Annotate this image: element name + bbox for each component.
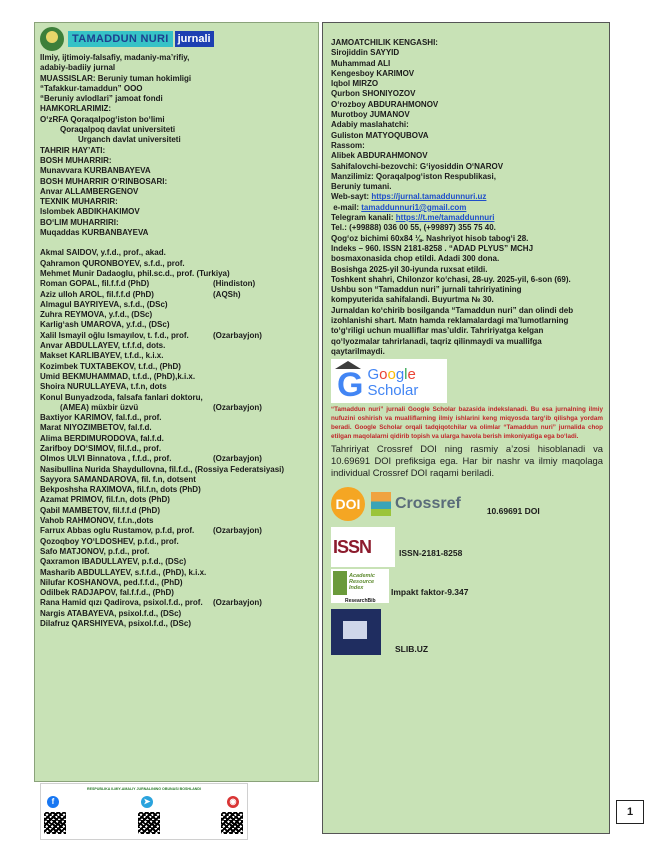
google-scholar-logo bbox=[331, 359, 603, 403]
board-member bbox=[40, 609, 314, 619]
gs-letter: o bbox=[387, 366, 396, 384]
board-member-name: Odilbek RADJAPOV, fal.f.f.d., (PhD) bbox=[40, 588, 174, 598]
staff-line: BOSH MUHARRIR: bbox=[40, 155, 112, 165]
print-line: Toshkent shahri, Chilonzor ko‘chasi, 28-uy. 2025-yil, 6-son (69). bbox=[331, 274, 571, 284]
partner-line: Qoraqalpoq davlat universiteti bbox=[60, 125, 176, 135]
council-line: Sirojiddin SAYYID bbox=[331, 48, 400, 58]
impact-factor: Impakt faktor-9.347 bbox=[391, 587, 469, 598]
board-member-country: (Ozarbayjon) bbox=[213, 402, 262, 412]
board-member-name: Alima BERDIMURODOVA, fal.f.d. bbox=[40, 433, 164, 443]
board-member-name: Qozoqboy YO‘LDOSHEV, p.f.d., prof. bbox=[40, 536, 179, 546]
board-member bbox=[40, 413, 314, 423]
board-member-name: Aziz ullоh AROL, fil.f.f.d (PhD) bbox=[40, 289, 154, 299]
slib-row bbox=[331, 609, 603, 655]
board-member bbox=[40, 547, 314, 557]
board-member-name: Baxtiyor KARIMOV, fal.f.d., prof. bbox=[40, 413, 162, 423]
print-line: Bosishga 2025-yil 30-iyunda ruxsat etildi. bbox=[331, 264, 488, 274]
scholar-word: Scholar bbox=[367, 382, 419, 400]
board-member-name: Nargis ATABAYEVA, psixol.f.d., (DSc) bbox=[40, 608, 182, 618]
subscription-strip bbox=[40, 783, 248, 840]
crossref-text: Tahririyat Crossref DOI ning rasmiy a’zosi hisoblanadi va 10.69691 DOI prefiksiga ega. Har bir nashr va ilmiy maqolaga individual Crossref DOI raqami beriladi. bbox=[331, 443, 603, 479]
council-line: Adabiy maslahatchi: bbox=[331, 120, 409, 130]
board-member-name: Xalil Ismayil oğlu Ismayılov, t. f.d., prof. bbox=[40, 330, 189, 340]
gs-letter: e bbox=[407, 366, 416, 384]
board-member-name: Makset KARLIBAYEV, t.f.d., k.i.x. bbox=[40, 351, 164, 361]
issn-logo bbox=[331, 527, 395, 567]
board-member-name: Karlig‘ash UMAROVA, y.f.d., (DSc) bbox=[40, 320, 170, 330]
board-member-name: Nilufar KOSHANOVA, ped.f.f.d., (PhD) bbox=[40, 577, 183, 587]
board-member bbox=[40, 279, 314, 289]
board-member-name: Mehmet Munir Dadaoglu, phil.sc.d., prof. (Turkiya) bbox=[40, 268, 230, 278]
info-line: adabiy-badiiy jurnal bbox=[40, 63, 116, 73]
council-line: Rassom: bbox=[331, 140, 365, 150]
staff-line: BOSH MUHARRIR O‘RINBOSARI: bbox=[40, 176, 168, 186]
arl-mark-icon bbox=[333, 571, 347, 595]
issn-logo-text: ISSN bbox=[333, 537, 372, 558]
board-member-name: Vahob RAHMONOV, f.f.n.,dots bbox=[40, 516, 154, 526]
qr-code bbox=[221, 812, 243, 834]
board-member bbox=[40, 516, 314, 526]
board-member bbox=[40, 557, 314, 567]
council-line: Qurbon SHONIYOZOV bbox=[331, 89, 416, 99]
email-link[interactable]: tamaddunnuri1@gmail.com bbox=[361, 202, 467, 212]
info-line: “Beruniy avlodlari” jamoat fondi bbox=[40, 94, 163, 104]
staff-line: Anvar ALLAMBERGENOV bbox=[40, 186, 139, 196]
board-member bbox=[40, 290, 314, 300]
board-member-name: Qahramon QURONBOYEV, s.f.d., prof. bbox=[40, 258, 185, 268]
board-member bbox=[40, 434, 314, 444]
board-member bbox=[40, 372, 314, 382]
google-g-icon: G bbox=[337, 366, 364, 405]
qr-code bbox=[44, 812, 66, 834]
arl-row bbox=[331, 569, 603, 603]
board-member-name: Qabil MAMBETOV, fil.f.f.d (PhD) bbox=[40, 505, 160, 515]
print-line: to‘g‘riligi uchun mualliflar mas’uldir. Tahririyatga kelgan bbox=[331, 326, 544, 336]
board-member bbox=[40, 454, 314, 464]
print-line: bosmaxonasida chop etildi. Adadi 300 dona. bbox=[331, 254, 500, 264]
print-line: Indeks – 960. ISSN 2181-8258 . “ADAD PLYUS” MCHJ bbox=[331, 243, 534, 253]
board-member-name: Olmos ULVI Binnatova , f.f.d., prof. bbox=[40, 454, 172, 464]
board-member bbox=[40, 578, 314, 588]
board-member bbox=[40, 351, 314, 361]
info-line: MUASSISLAR: Beruniy tuman hokimligi bbox=[40, 73, 192, 83]
right-column bbox=[322, 22, 610, 834]
print-line: izohlanishi shart. Matn hamda reklamalardagi ma’lumotlarning bbox=[331, 316, 569, 326]
board-member bbox=[40, 362, 314, 372]
page-number: 1 bbox=[616, 800, 644, 824]
council-line: JAMOATCHILIK KENGASHI: bbox=[331, 38, 438, 47]
staff-line: TEXNIK MUHARRIR: bbox=[40, 197, 118, 207]
gs-letter: o bbox=[379, 366, 388, 384]
slib-logo bbox=[331, 609, 381, 655]
staff-line: Islombek ABDIKHAKIMOV bbox=[40, 207, 140, 217]
board-member-country: (Ozarbayjon) bbox=[213, 598, 262, 608]
website-line bbox=[331, 192, 603, 202]
print-line: Jurnaldan ko‘chirib bosilganda “Tamaddun nuri” dan olindi deb bbox=[331, 305, 574, 315]
board-member-name: Rana Hamid qızı Qadirova, psixol.f.d., prof. bbox=[40, 598, 203, 608]
council-line: Murotboy JUMANOV bbox=[331, 110, 410, 120]
board-member-name: Farrux Abbas oglu Rustamov, p.f.d, prof. bbox=[40, 526, 195, 536]
crossref-mark-icon bbox=[371, 492, 391, 516]
board-member bbox=[40, 485, 314, 495]
board-member bbox=[40, 568, 314, 578]
board-member bbox=[40, 495, 314, 505]
website-label: Web-sayt: bbox=[331, 192, 370, 202]
board-member-name: Masharib ABDULLAYEV, s.f.f.d., (PhD), k.i.x. bbox=[40, 567, 207, 577]
board-member bbox=[40, 619, 314, 629]
arl-sub: ResearchBib bbox=[345, 598, 376, 605]
board-member bbox=[40, 423, 314, 433]
board-member bbox=[40, 382, 314, 392]
print-line: kompyuterida sahifalandi. Buyurtma № 30. bbox=[331, 295, 494, 305]
board-member-name: Nasibullina Nurida Shaydullovna, fil.f.d., (Rossiya Federatsiyasi) bbox=[40, 464, 285, 474]
board-member-name: Umid BEKMUHAMMAD, t.f.d., (PhD),k.i.x. bbox=[40, 371, 196, 381]
website-link[interactable]: https://jurnal.tamaddunnuri.uz bbox=[371, 192, 487, 202]
board-member-country: (Ozarbayjon) bbox=[213, 330, 262, 340]
council-line: Beruniy tumani. bbox=[331, 182, 392, 192]
council-line: O‘rozboy ABDURAHMONOV bbox=[331, 99, 439, 109]
board-member-name: Kozimbek TUXTABEKOV, t.f.d., (PhD) bbox=[40, 361, 181, 371]
gs-letter: g bbox=[395, 366, 405, 384]
email-label: e-mail: bbox=[333, 202, 360, 212]
arl-logo-text: Academic Resource Index bbox=[349, 573, 375, 592]
board-member bbox=[40, 475, 314, 485]
telegram-link[interactable]: https://t.me/tamaddunnuri bbox=[395, 213, 495, 223]
board-member-country: (Ozarbayjon) bbox=[213, 454, 262, 464]
print-line: qo‘lyozmalar tahrirlanadi, taqriz qilinmaydi va muallifga bbox=[331, 336, 542, 346]
council-line: Sahifalovchi-bezovchi: G‘iyosiddin O‘NAROV bbox=[331, 161, 504, 171]
council-line: Manzilimiz: Qoraqalpog‘iston Respublikasi, bbox=[331, 171, 496, 181]
board-member bbox=[40, 248, 314, 258]
council-line: Iqbol MIRZO bbox=[331, 79, 379, 89]
telegram-label: Telegram kanali: bbox=[331, 213, 394, 223]
gs-letter: G bbox=[367, 366, 380, 384]
board-member bbox=[40, 537, 314, 547]
partner-line: Urganch davlat universiteti bbox=[78, 135, 181, 145]
staff-line: TAHRIR HAY’ATI: bbox=[40, 145, 106, 155]
crossref-logo: Crossref bbox=[395, 495, 461, 513]
issn-value: ISSN-2181-8258 bbox=[399, 548, 463, 559]
staff-line: Munavvara KURBANBAYEVA bbox=[40, 166, 151, 176]
info-line: Ilmiy, ijtimoiy-falsafiy, madaniy-ma’rifiy, bbox=[40, 53, 190, 62]
board-member bbox=[40, 598, 314, 608]
qr-code bbox=[138, 812, 160, 834]
board-member-name: Bekposhsha RAXIMOVA, fil.f.n, dots (PhD) bbox=[40, 485, 201, 495]
phone-line: Tel.: (+99888) 036 00 55, (+99897) 355 75 40. bbox=[331, 223, 496, 233]
board-member bbox=[40, 393, 314, 403]
board-member-name: Zuhra REYMOVA, y.f.d., (DSc) bbox=[40, 310, 153, 320]
board-member bbox=[40, 300, 314, 310]
board-member-name: Akmal SAIDOV, y.f.d., prof., akad. bbox=[40, 248, 166, 258]
left-column bbox=[34, 22, 319, 782]
doi-logo: DOI bbox=[331, 487, 365, 521]
board-member bbox=[40, 259, 314, 269]
gs-letter: l bbox=[404, 366, 408, 384]
telegram-line bbox=[331, 213, 603, 223]
telegram-icon[interactable]: ➤ bbox=[141, 796, 153, 808]
board-member bbox=[40, 310, 314, 320]
board-member-name: Almagul BAYRIYEVA, s.f.d., (DSc) bbox=[40, 299, 168, 309]
info-line: “Tafakkur-tamaddun” OOO bbox=[40, 83, 143, 93]
board-member bbox=[40, 526, 314, 536]
board-member-name: Safo MATJONOV, p.f.d., prof. bbox=[40, 546, 150, 556]
web-icon[interactable]: ◉ bbox=[227, 796, 239, 808]
doi-row bbox=[331, 487, 603, 521]
council-line: Guliston MATYOQUBOVA bbox=[331, 130, 429, 140]
masthead-title: TAMADDUN NURI bbox=[68, 31, 173, 47]
board-member-name: Shoira NURULLAYEVA, t.f.n, dots bbox=[40, 382, 167, 392]
board-member bbox=[40, 331, 314, 341]
council-line: Kengesboy KARIMOV bbox=[331, 68, 415, 78]
board-member bbox=[40, 444, 314, 454]
board-member bbox=[40, 506, 314, 516]
email-line bbox=[331, 203, 603, 213]
issn-row bbox=[331, 527, 603, 567]
board-member-name: Anvar ABDULLAYEV, t.f.f.d, dots. bbox=[40, 341, 166, 351]
board-member-name: Marat NIYOZIMBETOV, fal.f.d. bbox=[40, 423, 152, 433]
council-line: Alibek ABDURAHMONOV bbox=[331, 151, 428, 161]
board-member bbox=[40, 341, 314, 351]
graduation-cap-icon bbox=[335, 361, 361, 369]
editorial-board-list bbox=[40, 248, 314, 629]
staff-line: BO‘LIM MUHARRIRI: bbox=[40, 217, 119, 227]
google-scholar-wordmark bbox=[367, 367, 418, 399]
strip-title: RESPUBLIKA ILMIY-AMALIY JURNALINING OBUNASI BOSHLANDI bbox=[86, 787, 201, 791]
board-member-name: Zarifboy DO‘SIMOV, fil.f.d., prof. bbox=[40, 443, 162, 453]
board-member-name: Sayyora SAMANDAROVA, fil. f.n, dotsent bbox=[40, 474, 196, 484]
board-member-country: (AQSh) bbox=[213, 289, 241, 299]
board-member bbox=[40, 269, 314, 279]
board-member bbox=[40, 403, 314, 413]
board-member-name: Dilafruz QARSHIYEVA, psixol.f.d., (DSc) bbox=[40, 619, 191, 629]
board-member-name: (AMEA) müxbir üzvü bbox=[60, 402, 139, 412]
council-line: Muhammad ALI bbox=[331, 58, 391, 68]
slib-label: SLIB.UZ bbox=[395, 644, 429, 655]
board-member-country: (Hindiston) bbox=[213, 279, 256, 289]
board-member-name: Roman GOPAL, fil.f.f.d (PhD) bbox=[40, 279, 150, 289]
board-member-name: Azamat PRIMOV, fil.f.n, dots (PhD) bbox=[40, 495, 170, 505]
print-line: Qog‘oz bichimi 60x84 ⅛. Nashriyot hisob tabog‘i 28. bbox=[331, 233, 529, 243]
masthead-suffix: jurnali bbox=[175, 31, 214, 47]
board-member-country: (Ozarbayjon) bbox=[213, 526, 262, 536]
info-line: O‘zRFA Qoraqalpog‘iston bo‘limi bbox=[40, 114, 165, 124]
academic-resource-index-logo bbox=[331, 569, 389, 603]
print-line: Ushbu son “Tamaddun nuri” jurnali tahririyatining bbox=[331, 285, 522, 295]
print-line: qaytarilmaydi. bbox=[331, 346, 385, 356]
doi-value: 10.69691 DOI bbox=[486, 506, 540, 517]
board-member-name: Qaxramon IBADULLAYEV, p.f.d., (DSc) bbox=[40, 557, 187, 567]
journal-logo bbox=[40, 27, 64, 51]
info-line: HAMKORLARIMIZ: bbox=[40, 104, 112, 114]
board-member-name: Konul Bunyadzoda, falsafa fanlari doktoru, bbox=[40, 392, 203, 402]
board-member bbox=[40, 588, 314, 598]
masthead bbox=[40, 27, 314, 51]
board-member bbox=[40, 320, 314, 330]
facebook-icon[interactable]: f bbox=[47, 796, 59, 808]
scholar-note: “Tamaddun nuri” jurnali Google Scholar bazasida indekslanadi. Bu esa jurnalning ilmiy nufuzini oshirish va mualliflarning ilmiy ishlarini keng miqyosda targ‘ib qilishga yordam beradi. Google Scholar orqali tadqiqotchilar va olimlar “Tamaddun nuri” jurnalida chop etilgan maqolalarni qidirib topish va ularga havola berish imkoniyatiga ega bo‘ladi. bbox=[331, 406, 603, 441]
staff-line: Muqaddas KURBANBAYEVA bbox=[40, 228, 149, 238]
board-member bbox=[40, 465, 314, 475]
